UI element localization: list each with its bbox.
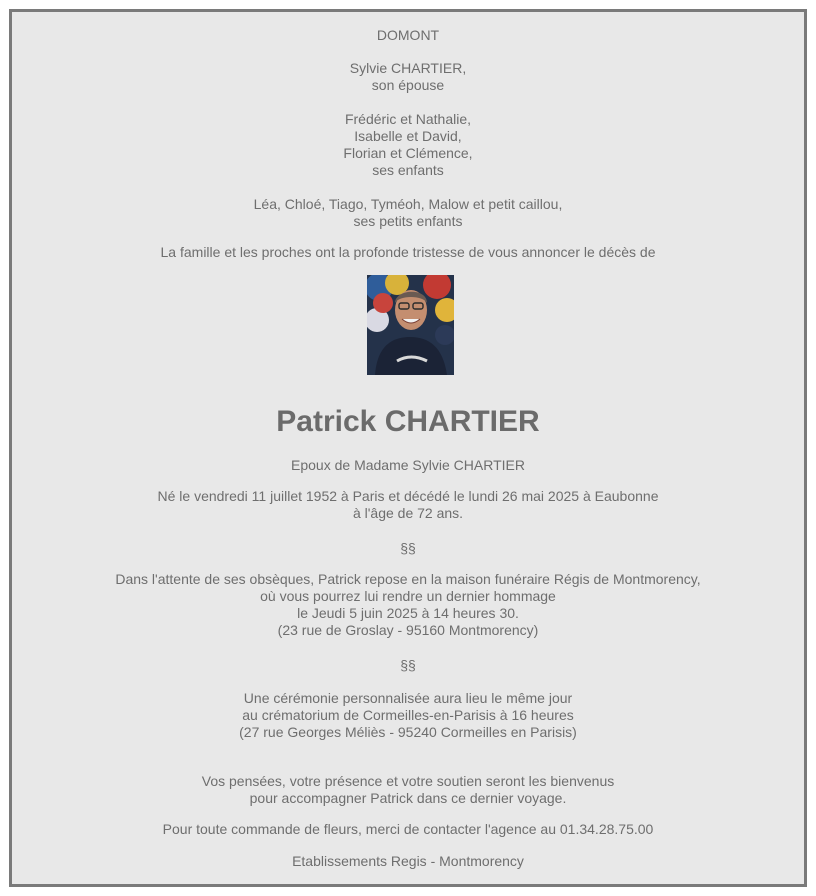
closing-line-2: pour accompagner Patrick dans ce dernier voyage. (249, 790, 567, 806)
rest-line-3: le Jeudi 5 juin 2025 à 14 heures 30. (297, 605, 519, 621)
ceremony-address: (27 rue Georges Méliès - 95240 Cormeilles en Parisis) (239, 724, 577, 740)
deceased-photo (367, 275, 454, 375)
obituary-card (9, 9, 807, 887)
child-1: Frédéric et Nathalie, (344, 111, 472, 127)
spouse-of-line: Epoux de Madame Sylvie CHARTIER (291, 457, 525, 473)
birth-death-line: Né le vendredi 11 juillet 1952 à Paris et décédé le lundi 26 mai 2025 à Eaubonne (157, 488, 659, 504)
rest-line-2: où vous pourrez lui rendre un dernier hommage (260, 588, 556, 604)
ceremony-line-2: au crématorium de Cormeilles-en-Parisis à 16 heures (242, 707, 574, 723)
grandchildren-relation: ses petits enfants (353, 213, 463, 229)
deceased-name: Patrick CHARTIER (276, 405, 540, 438)
portrait-image (367, 275, 454, 375)
separator-2: §§ (400, 657, 416, 673)
announcement-text: La famille et les proches ont la profonde tristesse de vous annoncer le décès de (160, 244, 656, 260)
spouse-name: Sylvie CHARTIER, (349, 60, 467, 76)
rest-line-1: Dans l'attente de ses obsèques, Patrick repose en la maison funéraire Régis de Montmorency, (115, 571, 701, 587)
grandchildren-names: Léa, Chloé, Tiago, Tyméoh, Malow et petit caillou, (253, 196, 563, 212)
child-2: Isabelle et David, (354, 128, 462, 144)
children-relation: ses enfants (372, 162, 444, 178)
flowers-contact: Pour toute commande de fleurs, merci de contacter l'agence au 01.34.28.75.00 (162, 821, 654, 837)
spouse-relation: son épouse (371, 77, 445, 93)
closing-line-1: Vos pensées, votre présence et votre soutien seront les bienvenus (201, 773, 615, 789)
agency-name: Etablissements Regis - Montmorency (292, 853, 524, 869)
city-heading: DOMONT (376, 27, 440, 43)
child-3: Florian et Clémence, (343, 145, 473, 161)
separator-1: §§ (400, 540, 416, 556)
age-line: à l'âge de 72 ans. (352, 505, 464, 521)
ceremony-line-1: Une cérémonie personnalisée aura lieu le même jour (243, 690, 573, 706)
rest-address: (23 rue de Groslay - 95160 Montmorency) (277, 622, 539, 638)
